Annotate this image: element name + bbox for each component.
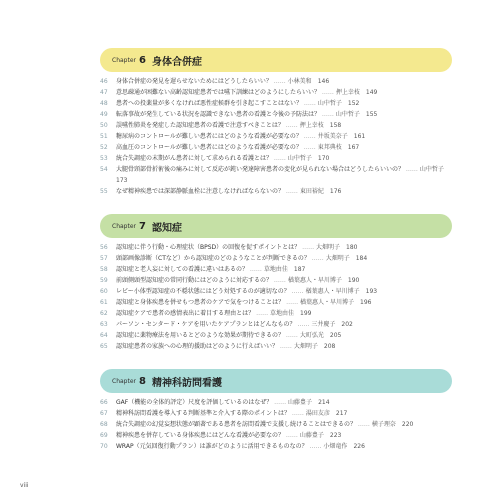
entry-list	[100, 397, 452, 452]
entry-page: 184	[355, 255, 368, 262]
entry-title: 統合失調症の幻覚妄想状態が顕著である患者を訪問看護で支援し続けることはできるの？	[116, 421, 357, 428]
entry-body	[116, 419, 452, 430]
toc-entry	[100, 109, 452, 120]
chapter-header	[100, 369, 452, 393]
chapter-number: 7	[139, 220, 146, 232]
entry-page: 173	[116, 177, 128, 184]
entry-number: 64	[100, 332, 108, 339]
entry-body	[116, 153, 452, 164]
entry-page: 196	[360, 299, 372, 306]
entry-number: 65	[100, 343, 108, 350]
entry-number: 60	[100, 288, 108, 295]
entry-page: 193	[365, 288, 378, 295]
entry-body	[116, 264, 452, 275]
chapter-section-6	[100, 48, 452, 197]
entry-author: 山中哲子	[419, 166, 444, 173]
entry-number: 46	[100, 78, 108, 85]
toc-entry	[100, 297, 452, 308]
entry-author: 大畑明子	[325, 255, 350, 262]
entry-title: 精神科訪問看護を導入する判断基準と介入する際のポイントは？	[116, 410, 291, 417]
entry-title: 転落事故が発生している状況を認識できない患者の看護と今後の予防法は？	[116, 111, 321, 118]
entry-title: 精神疾患を併存している身体疾患にはどんな看護が必要なの？	[116, 432, 285, 439]
page-number: viii	[20, 482, 29, 489]
entry-number: 49	[100, 111, 108, 118]
toc-entry	[100, 275, 452, 286]
entry-title: 認知症患者の家族への心理的援助はどのように行えばいい？	[116, 343, 279, 350]
entry-body	[116, 275, 452, 286]
entry-body	[116, 408, 452, 419]
chapter-title: 認知症	[151, 222, 182, 234]
entry-author: 山中哲子	[317, 100, 342, 107]
entry-page: 176	[329, 188, 342, 195]
leader-dots: ……	[272, 155, 288, 162]
entry-author: 小畑竜作	[323, 443, 348, 450]
leader-dots: ……	[301, 144, 318, 151]
entry-author: 草地由佳	[270, 310, 295, 317]
chapter-section-8	[100, 369, 452, 452]
toc-entry	[100, 397, 452, 408]
entry-author: 山中哲子	[287, 155, 312, 162]
entry-body	[116, 87, 452, 98]
entry-author: 大畑明子	[316, 244, 341, 251]
entry-page: 149	[365, 89, 378, 96]
chapter-label: Chapter	[112, 56, 136, 64]
leader-dots: ……	[248, 266, 264, 273]
toc-entry	[100, 153, 452, 164]
entry-body	[116, 186, 452, 197]
entry-page: 155	[365, 111, 378, 118]
entry-number: 66	[100, 399, 108, 406]
entry-body	[116, 319, 452, 330]
entry-title: 身体合併症の発見を遅らせないためにはどうしたらいい？	[116, 78, 272, 85]
entry-page: 208	[323, 343, 336, 350]
entry-body	[116, 308, 452, 319]
entry-page: 226	[353, 443, 365, 450]
leader-dots: ……	[278, 343, 294, 350]
entry-list	[100, 76, 452, 197]
entry-author: 小林美和	[287, 78, 312, 85]
entry-title: 認知症と老人妄に対しての看護に違いはあるの？	[116, 266, 249, 273]
toc-entry	[100, 186, 452, 197]
entry-number: 57	[100, 255, 108, 262]
chapter-label: Chapter	[112, 377, 136, 385]
leader-dots: ……	[289, 288, 306, 295]
entry-author: 大町弘光	[299, 332, 324, 339]
entry-number: 47	[100, 89, 108, 96]
entry-body	[116, 253, 452, 264]
leader-dots: ……	[283, 122, 300, 129]
entry-number: 48	[100, 100, 108, 107]
entry-author: 三井慶子	[311, 321, 336, 328]
leader-dots: ……	[295, 321, 312, 328]
entry-author: 楢葉惠人・早川博子	[287, 277, 342, 284]
entry-body	[116, 120, 452, 131]
entry-title: 統合失調症の末期がん患者に対して求められる看護とは？	[116, 155, 273, 162]
entry-title: パーソン・センタード・ケアを用いたケアプランとはどんなもの？	[116, 321, 296, 328]
chapter-title: 身体合併症	[151, 56, 202, 68]
toc-entry	[100, 142, 452, 153]
entry-title: 誤嚥性肺炎を発症した認知症患者の看護で注意すべきことは？	[116, 122, 284, 129]
chapter-number: 8	[139, 375, 146, 387]
entry-page: 220	[401, 421, 414, 428]
entry-page: 180	[346, 244, 358, 251]
entry-title: なぜ精神疾患では深部静脈血栓に注意しなければならないの？	[116, 188, 285, 195]
entry-page: 202	[341, 321, 353, 328]
entry-page: 161	[353, 133, 366, 140]
entry-author: 東田裕紀	[299, 188, 324, 195]
entry-page: 199	[300, 310, 312, 317]
leader-dots: ……	[271, 78, 288, 85]
toc-entry	[100, 253, 452, 264]
entry-author: 草地由佳	[263, 266, 288, 273]
toc-entry	[100, 419, 452, 430]
entry-number: 58	[100, 266, 108, 273]
entry-page: 187	[293, 266, 306, 273]
entry-body	[116, 76, 452, 87]
entry-title: 認知症に伴う行動・心理症状（BPSD）の回復を促すポイントとは？	[116, 244, 301, 251]
entry-number: 59	[100, 277, 108, 284]
entry-title: 大腿骨頸部骨折術後の痛みに対して反応が鈍い発達障害患者の変化が見られない場合はどうしたらいいの？	[116, 166, 405, 173]
entry-author: 楢葉惠人・早川博子	[300, 299, 355, 306]
toc-entry	[100, 87, 452, 98]
entry-number: 55	[100, 188, 108, 195]
leader-dots: ……	[284, 299, 301, 306]
entry-title: 高血圧のコントロールが難しい患者にはどのような看護が必要なの？	[116, 144, 302, 151]
chapter-section-7	[100, 214, 452, 352]
entry-page: 214	[318, 399, 330, 406]
entry-number: 52	[100, 144, 108, 151]
toc-entry	[100, 308, 452, 319]
toc-entry	[100, 286, 452, 297]
entry-title: GAF（機能の全体的評定）尺度を評価しているのはなぜ？	[116, 399, 273, 406]
toc-entry	[100, 430, 452, 441]
entry-author: 湯田友彦	[305, 410, 330, 417]
entry-page: 167	[347, 144, 360, 151]
entry-body	[116, 430, 452, 441]
entry-number: 63	[100, 321, 108, 328]
leader-dots: ……	[356, 421, 372, 428]
entry-author: 大畑明子	[293, 343, 318, 350]
chapter-number: 6	[139, 54, 146, 66]
chapter-header	[100, 214, 452, 238]
entry-title: 糖尿病のコントロールが難しい患者にはどのような看護が必要なの？	[116, 133, 302, 140]
leader-dots: ……	[284, 432, 300, 439]
leader-dots: ……	[307, 443, 324, 450]
entry-author: 東邦典枝	[317, 144, 342, 151]
entry-page: 146	[317, 78, 330, 85]
entry-author: 山藤豊子	[288, 399, 313, 406]
leader-dots: ……	[404, 166, 420, 173]
entry-title: 頭部画像診断（CTなど）から認知症のどのようなことが判断できるの？	[116, 255, 310, 262]
entry-body	[116, 131, 452, 142]
toc-entry	[100, 120, 452, 131]
entry-title: 前頭側頭型認知症の常同行動にはどのように対応するの？	[116, 277, 273, 284]
entry-author: 押上幸枝	[299, 122, 324, 129]
entry-body	[116, 330, 452, 341]
entry-body	[116, 164, 452, 186]
entry-number: 61	[100, 299, 108, 306]
toc-entry	[100, 330, 452, 341]
entry-page: 152	[347, 100, 360, 107]
leader-dots: ……	[320, 111, 336, 118]
chapter-label: Chapter	[112, 222, 136, 230]
entry-body	[116, 109, 452, 120]
leader-dots: ……	[272, 277, 288, 284]
entry-body	[116, 441, 452, 452]
entry-author: 井坂美奈子	[317, 133, 348, 140]
entry-body	[116, 341, 452, 352]
entry-body	[116, 397, 452, 408]
entry-number: 70	[100, 443, 108, 450]
entry-title: 認知症ケアで患者の感情表出に着目する理由とは？	[116, 310, 255, 317]
leader-dots: ……	[284, 332, 300, 339]
entry-body	[116, 286, 452, 297]
toc-entry	[100, 76, 452, 87]
entry-page: 217	[335, 410, 348, 417]
entry-title: レビー小体型認知症の不穏状態にはどう対処するのが適切なの？	[116, 288, 290, 295]
toc-entry	[100, 341, 452, 352]
entry-list	[100, 242, 452, 352]
leader-dots: ……	[300, 244, 316, 251]
toc-entry	[100, 164, 452, 186]
entry-page: 205	[329, 332, 342, 339]
entry-body	[116, 142, 452, 153]
entry-number: 62	[100, 310, 108, 317]
entry-author: 押上幸枝	[335, 89, 360, 96]
entry-page: 223	[329, 432, 342, 439]
entry-body	[116, 297, 452, 308]
toc-entry	[100, 242, 452, 253]
entry-number: 53	[100, 155, 108, 162]
entry-number: 67	[100, 410, 108, 417]
toc-entry	[100, 408, 452, 419]
entry-title: 認知症と身体疾患を併せもつ患者のケアで気をつけることは？	[116, 299, 285, 306]
toc-entry	[100, 441, 452, 452]
entry-body	[116, 98, 452, 109]
entry-title: 意思疎通が困難ない高齢認知症患者では嚥下訓練はどのようにしたらいい？	[116, 89, 321, 96]
entry-author: 山藤豊子	[299, 432, 324, 439]
entry-title: 患者への投薬量が多くなければ悪性症候群を引き起こすことはない？	[116, 100, 303, 107]
leader-dots: ……	[309, 255, 326, 262]
spacer	[444, 166, 450, 173]
entry-number: 54	[100, 166, 108, 173]
leader-dots: ……	[301, 133, 318, 140]
entry-number: 50	[100, 122, 108, 129]
entry-number: 68	[100, 421, 108, 428]
leader-dots: ……	[320, 89, 336, 96]
entry-number: 69	[100, 432, 108, 439]
entry-author: 横子理奈	[371, 421, 396, 428]
chapter-header	[100, 48, 452, 72]
leader-dots: ……	[302, 100, 318, 107]
leader-dots: ……	[284, 188, 300, 195]
entry-author: 山中哲子	[335, 111, 360, 118]
leader-dots: ……	[272, 399, 289, 406]
leader-dots: ……	[290, 410, 306, 417]
entry-number: 56	[100, 244, 108, 251]
entry-page: 170	[317, 155, 330, 162]
entry-page: 190	[347, 277, 360, 284]
entry-title: WRAP（元気回復行動プラン）は誰がどのように活用できるものなの？	[116, 443, 308, 450]
toc-entry	[100, 98, 452, 109]
chapter-title: 精神科訪問看護	[151, 377, 222, 389]
entry-author: 楢葉惠人・早川博子	[305, 288, 360, 295]
toc-entry	[100, 319, 452, 330]
leader-dots: ……	[254, 310, 271, 317]
entry-title: 認知症に薬物療法を用いるとどのような効果が期待できるの？	[116, 332, 285, 339]
toc-entry	[100, 131, 452, 142]
entry-number: 51	[100, 133, 108, 140]
toc-entry	[100, 264, 452, 275]
entry-body	[116, 242, 452, 253]
entry-page: 158	[329, 122, 342, 129]
